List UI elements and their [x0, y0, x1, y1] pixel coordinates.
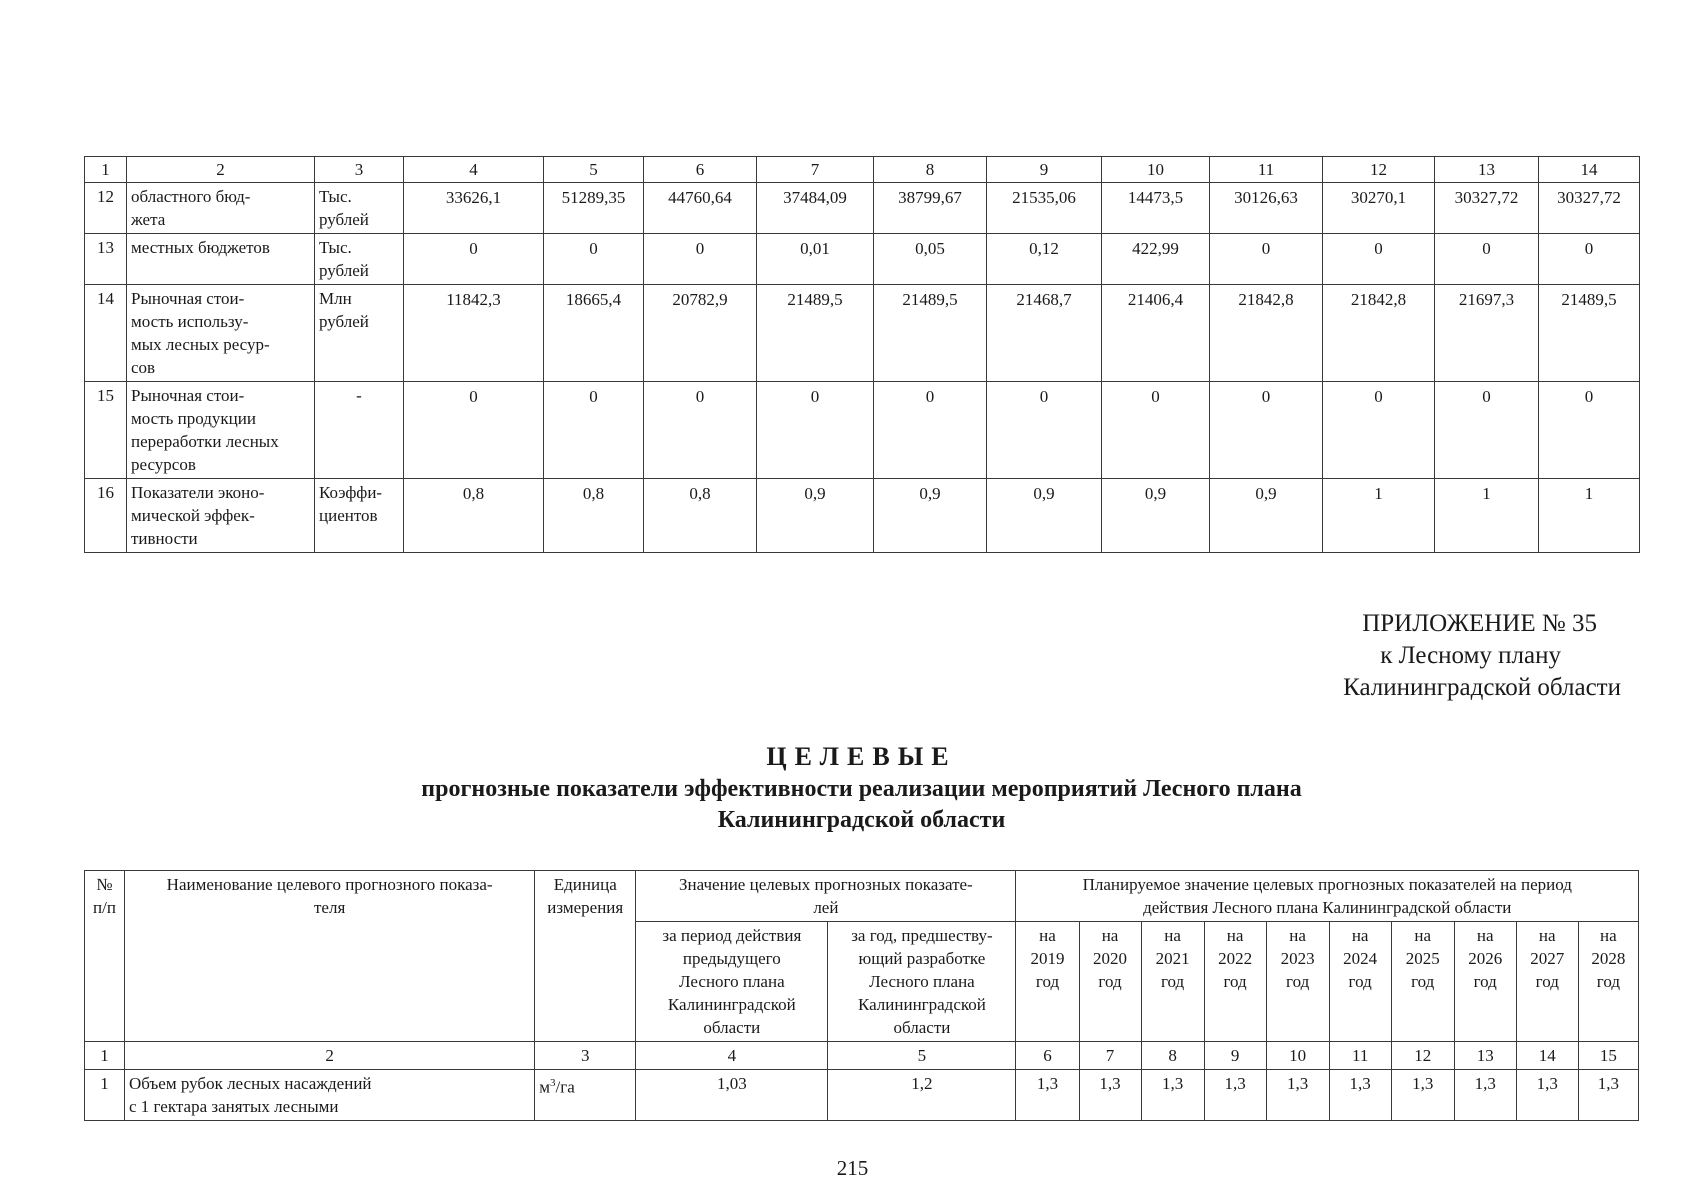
value-cell: 1,3 [1578, 1070, 1638, 1121]
value-cell: 33626,1 [404, 183, 544, 234]
header-year: на 2028 год [1578, 922, 1638, 1042]
column-number: 13 [1454, 1042, 1516, 1070]
column-number: 7 [1079, 1042, 1141, 1070]
value-cell: 0,12 [987, 234, 1102, 285]
value-cell: 0,9 [757, 479, 874, 553]
value-cell: 0,9 [874, 479, 987, 553]
value-cell: 21697,3 [1435, 285, 1539, 382]
table-row [85, 183, 1640, 234]
appendix-heading [1343, 608, 1621, 704]
value-cell: 0 [757, 382, 874, 479]
indicator-name: Объем рубок лесных насаждений с 1 гектара занятых лесными [125, 1070, 535, 1121]
column-number: 9 [1204, 1042, 1266, 1070]
value-cell: 38799,67 [874, 183, 987, 234]
header-row-1 [85, 871, 1639, 922]
value-cell: 21489,5 [874, 285, 987, 382]
unit: Коэффи- циентов [315, 479, 404, 553]
column-number-row [85, 1042, 1639, 1070]
column-number: 13 [1435, 157, 1539, 183]
value-cell: 0,01 [757, 234, 874, 285]
continuation-table [84, 156, 1640, 553]
value-cell: 0 [1539, 234, 1640, 285]
value-cell: 37484,09 [757, 183, 874, 234]
unit: - [315, 382, 404, 479]
header-year: на 2026 год [1454, 922, 1516, 1042]
table-row [85, 234, 1640, 285]
value-cell: 1,3 [1454, 1070, 1516, 1121]
indicator-name: областного бюд- жета [127, 183, 315, 234]
value-cell: 18665,4 [544, 285, 644, 382]
value-cell: 30126,63 [1210, 183, 1323, 234]
column-number: 3 [535, 1042, 636, 1070]
value-cell: 1,3 [1516, 1070, 1578, 1121]
appendix-reference: к Лесному плану [1380, 642, 1561, 669]
value-cell: 30327,72 [1539, 183, 1640, 234]
column-number: 8 [874, 157, 987, 183]
column-number: 9 [987, 157, 1102, 183]
column-number: 4 [636, 1042, 828, 1070]
unit: Тыс. рублей [315, 183, 404, 234]
column-number: 11 [1329, 1042, 1391, 1070]
unit-rest: /га [555, 1077, 575, 1097]
value-cell: 30327,72 [1435, 183, 1539, 234]
value-cell: 0 [1539, 382, 1640, 479]
value-cell: 1,3 [1141, 1070, 1204, 1121]
value-cell: 1,3 [1391, 1070, 1454, 1121]
header-year: на 2021 год [1141, 922, 1204, 1042]
header-year: на 2025 год [1391, 922, 1454, 1042]
value-cell: 21842,8 [1210, 285, 1323, 382]
unit-base: м [539, 1077, 550, 1097]
header-year: на 2020 год [1079, 922, 1141, 1042]
value-cell: 1,3 [1079, 1070, 1141, 1121]
value-cell: 21489,5 [1539, 285, 1640, 382]
row-number: 16 [85, 479, 127, 553]
value-cell: 0 [544, 382, 644, 479]
value-cell: 1,03 [636, 1070, 828, 1121]
column-number: 5 [828, 1042, 1016, 1070]
column-number: 6 [644, 157, 757, 183]
header-number: № п/п [85, 871, 125, 1042]
value-cell: 14473,5 [1102, 183, 1210, 234]
row-number: 13 [85, 234, 127, 285]
column-number: 10 [1102, 157, 1210, 183]
header-planned-group: Планируемое значение целевых прогнозных показателей на период действия Лесного плана Калининградской области [1016, 871, 1639, 922]
value-cell: 422,99 [1102, 234, 1210, 285]
value-cell: 30270,1 [1323, 183, 1435, 234]
column-number: 1 [85, 1042, 125, 1070]
value-cell: 0,8 [404, 479, 544, 553]
value-cell: 11842,3 [404, 285, 544, 382]
title-line-3: Калининградской области [717, 807, 1006, 833]
value-cell: 0,9 [1102, 479, 1210, 553]
value-cell: 1 [1539, 479, 1640, 553]
value-cell: 1,3 [1204, 1070, 1266, 1121]
column-number: 8 [1141, 1042, 1204, 1070]
table-row [85, 285, 1640, 382]
header-year: на 2022 год [1204, 922, 1266, 1042]
indicator-name: местных бюджетов [127, 234, 315, 285]
value-cell: 0 [544, 234, 644, 285]
column-number-row [85, 157, 1640, 183]
value-cell: 0 [404, 234, 544, 285]
value-cell: 0 [1323, 234, 1435, 285]
value-cell: 1,3 [1016, 1070, 1079, 1121]
column-number: 1 [85, 157, 127, 183]
table-row [85, 479, 1640, 553]
unit-exponent: 3 [550, 1077, 556, 1089]
title-line-2: прогнозные показатели эффективности реализации мероприятий Лесного плана [421, 776, 1302, 802]
column-number: 15 [1578, 1042, 1638, 1070]
column-number: 5 [544, 157, 644, 183]
column-number: 12 [1391, 1042, 1454, 1070]
value-cell: 0 [1435, 382, 1539, 479]
table-row [85, 1070, 1639, 1121]
value-cell: 21842,8 [1323, 285, 1435, 382]
header-previous-period: за период действия предыдущего Лесного плана Калининградской области [636, 922, 828, 1042]
value-cell: 21468,7 [987, 285, 1102, 382]
value-cell: 0 [1210, 382, 1323, 479]
header-previous-year: за год, предшеству- ющий разработке Лесного плана Калининградской области [828, 922, 1016, 1042]
value-cell: 0 [644, 382, 757, 479]
row-number: 12 [85, 183, 127, 234]
value-cell: 21489,5 [757, 285, 874, 382]
appendix-number: ПРИЛОЖЕНИЕ № 35 [1362, 610, 1597, 637]
value-cell: 51289,35 [544, 183, 644, 234]
value-cell: 21535,06 [987, 183, 1102, 234]
value-cell: 0,05 [874, 234, 987, 285]
column-number: 7 [757, 157, 874, 183]
column-number: 12 [1323, 157, 1435, 183]
row-number: 15 [85, 382, 127, 479]
header-year: на 2019 год [1016, 922, 1079, 1042]
unit: Млн рублей [315, 285, 404, 382]
column-number: 10 [1266, 1042, 1329, 1070]
table-row [85, 382, 1640, 479]
value-cell: 0 [874, 382, 987, 479]
header-indicator-name: Наименование целевого прогнозного показа- теля [125, 871, 535, 1042]
column-number: 11 [1210, 157, 1323, 183]
column-number: 6 [1016, 1042, 1079, 1070]
value-cell: 0 [1435, 234, 1539, 285]
appendix-region: Калининградской области [1343, 674, 1621, 701]
column-number: 3 [315, 157, 404, 183]
value-cell: 0 [987, 382, 1102, 479]
header-values-group: Значение целевых прогнозных показате- лей [636, 871, 1016, 922]
document-title [84, 740, 1639, 836]
indicator-name: Рыночная стои- мость использу- мых лесных ресур- сов [127, 285, 315, 382]
column-number: 4 [404, 157, 544, 183]
value-cell: 0,8 [644, 479, 757, 553]
target-indicators-table [84, 870, 1639, 1121]
header-year: на 2024 год [1329, 922, 1391, 1042]
header-year: на 2023 год [1266, 922, 1329, 1042]
indicator-name: Рыночная стои- мость продукции переработки лесных ресурсов [127, 382, 315, 479]
value-cell: 0 [644, 234, 757, 285]
header-unit: Единица измерения [535, 871, 636, 1042]
value-cell: 0,8 [544, 479, 644, 553]
row-number: 1 [85, 1070, 125, 1121]
value-cell: 0 [404, 382, 544, 479]
unit: Тыс. рублей [315, 234, 404, 285]
value-cell: 0,9 [987, 479, 1102, 553]
value-cell: 1,2 [828, 1070, 1016, 1121]
value-cell: 1 [1323, 479, 1435, 553]
column-number: 14 [1516, 1042, 1578, 1070]
value-cell: 44760,64 [644, 183, 757, 234]
value-cell: 21406,4 [1102, 285, 1210, 382]
value-cell: 1,3 [1266, 1070, 1329, 1121]
column-number: 2 [125, 1042, 535, 1070]
title-main: ЦЕЛЕВЫЕ [766, 742, 957, 771]
row-number: 14 [85, 285, 127, 382]
column-number: 14 [1539, 157, 1640, 183]
column-number: 2 [127, 157, 315, 183]
page-number: 215 [836, 1156, 869, 1180]
value-cell: 0 [1210, 234, 1323, 285]
indicator-name: Показатели эконо- мической эффек- тивности [127, 479, 315, 553]
value-cell: 0 [1323, 382, 1435, 479]
value-cell: 0 [1102, 382, 1210, 479]
value-cell: 1 [1435, 479, 1539, 553]
value-cell: 20782,9 [644, 285, 757, 382]
header-year: на 2027 год [1516, 922, 1578, 1042]
value-cell: 1,3 [1329, 1070, 1391, 1121]
value-cell: 0,9 [1210, 479, 1323, 553]
unit [535, 1070, 636, 1121]
